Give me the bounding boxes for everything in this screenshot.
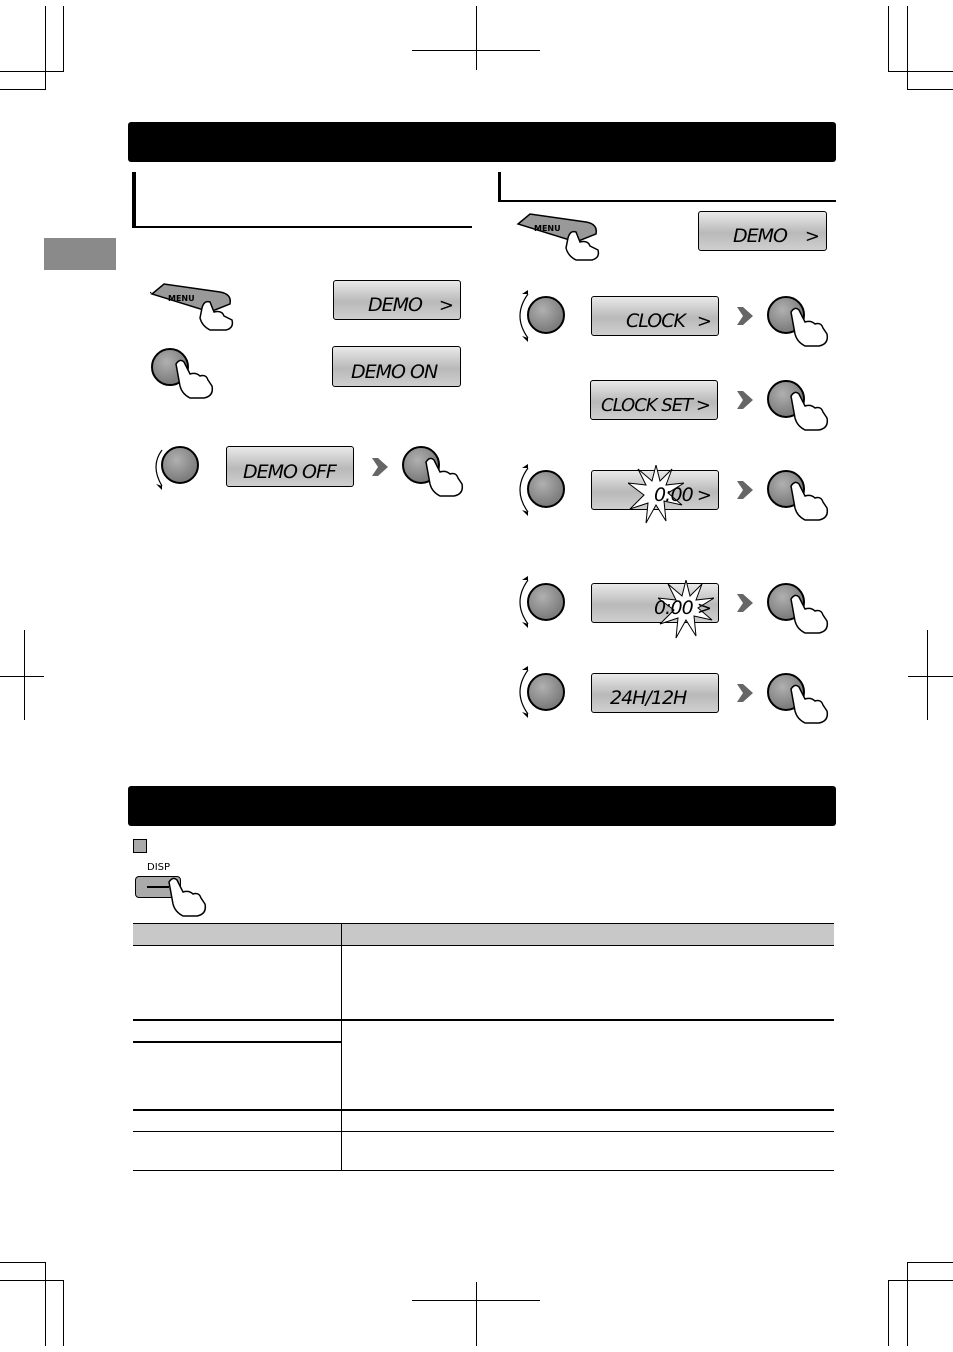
lcd-hour-mode-text: 24H/12H <box>610 687 687 709</box>
table-header <box>133 923 834 946</box>
menu-label: MENU <box>534 224 561 233</box>
chevron-right-icon: > <box>696 485 712 506</box>
lcd-demo <box>333 280 461 320</box>
lcd-demo-text: DEMO <box>733 225 787 247</box>
lcd-demo-on-text: DEMO ON <box>351 361 438 383</box>
menu-button[interactable] <box>150 282 240 332</box>
chevron-right-icon: > <box>804 226 820 247</box>
hand-press-icon <box>785 683 831 725</box>
disp-button[interactable] <box>133 862 213 914</box>
lcd-clock-set <box>590 380 718 420</box>
hand-press-icon <box>163 876 209 918</box>
disp-label: DISP <box>147 862 171 873</box>
control-knob[interactable] <box>527 673 565 711</box>
menu-label: MENU <box>168 294 195 303</box>
lcd-hour-mode <box>591 673 719 713</box>
next-step-arrow-icon <box>737 305 753 327</box>
lcd-demo-on <box>332 346 461 387</box>
next-step-arrow-icon <box>737 682 753 704</box>
lcd-demo-off-text: DEMO OFF <box>243 461 336 483</box>
lcd-clock-set-text: CLOCK SET <box>601 395 693 416</box>
left-subsection-heading <box>132 172 472 228</box>
lcd-demo-off <box>226 446 354 487</box>
next-step-arrow-icon <box>737 592 753 614</box>
side-tab <box>44 238 116 270</box>
lcd-time-min-text: 0:00 <box>654 597 693 619</box>
lcd-clock <box>591 296 719 336</box>
right-subsection-heading <box>498 172 836 202</box>
control-knob[interactable] <box>527 583 565 621</box>
square-bullet <box>133 839 147 853</box>
lcd-demo-text: DEMO <box>368 294 422 316</box>
chevron-right-icon: > <box>696 311 712 332</box>
hand-press-icon <box>785 306 831 348</box>
control-knob[interactable] <box>527 470 565 508</box>
chevron-right-icon: > <box>438 295 454 316</box>
hand-press-icon <box>785 480 831 522</box>
hand-press-icon <box>170 358 216 400</box>
control-knob[interactable] <box>527 296 565 334</box>
next-step-arrow-icon <box>372 456 388 478</box>
lcd-demo <box>698 211 827 251</box>
hand-press-icon <box>420 456 466 498</box>
hand-press-icon <box>785 593 831 635</box>
chevron-right-icon: > <box>695 395 711 416</box>
next-step-arrow-icon <box>737 479 753 501</box>
next-step-arrow-icon <box>737 389 753 411</box>
lcd-clock-text: CLOCK <box>626 310 685 332</box>
menu-button[interactable] <box>516 212 606 262</box>
hand-press-icon <box>785 390 831 432</box>
lcd-time-hour <box>591 470 719 510</box>
lcd-time-min <box>591 583 719 623</box>
section-bar-bottom <box>128 786 836 826</box>
section-bar-top <box>128 122 836 162</box>
lcd-time-hour-text: 0:00 <box>654 484 693 506</box>
chevron-right-icon: > <box>696 598 712 619</box>
control-knob[interactable] <box>161 446 199 484</box>
